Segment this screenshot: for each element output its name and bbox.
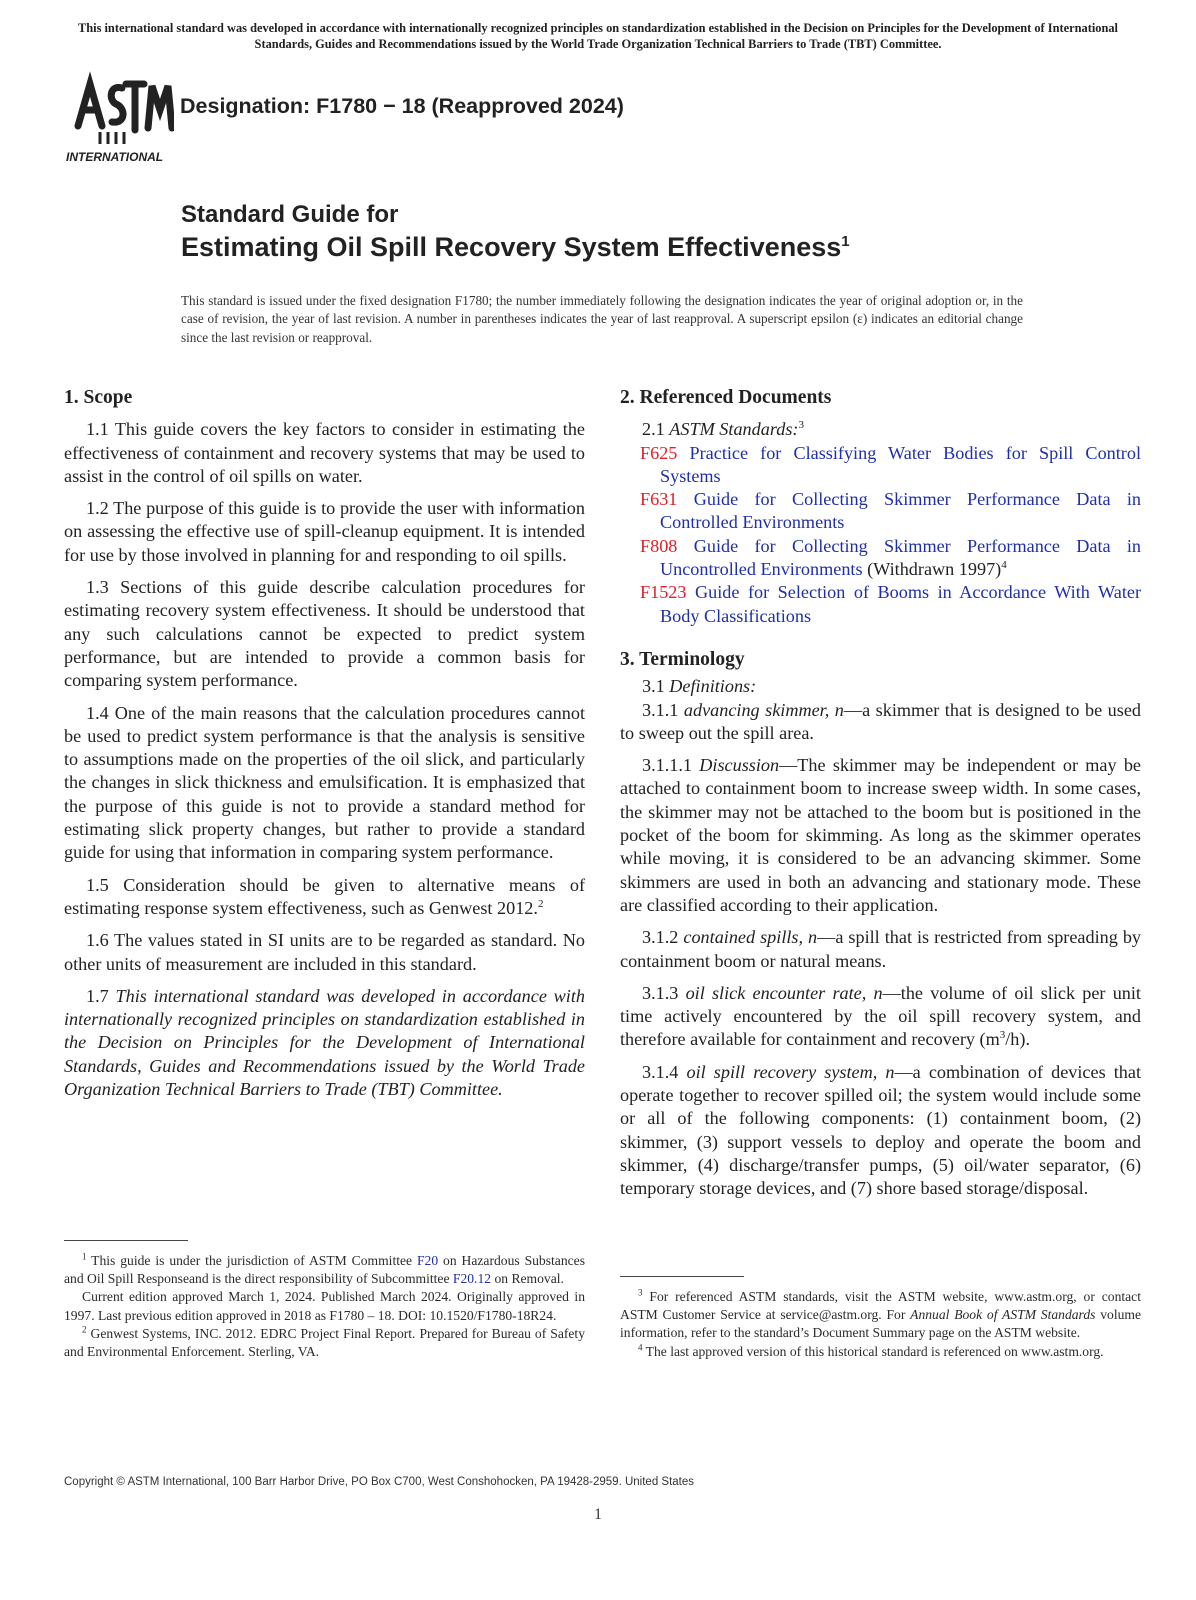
para-1-7	[64, 985, 585, 1101]
ref-f631[interactable]	[620, 488, 1141, 535]
title-main: Estimating Oil Spill Recovery System Effectiveness	[181, 232, 842, 262]
footnote-3	[620, 1288, 1141, 1343]
section-3-heading: 3. Terminology	[620, 648, 745, 670]
section-1-heading: 1. Scope	[64, 387, 133, 408]
term-3-1-1-1	[620, 754, 1141, 917]
para-1-5	[64, 874, 585, 921]
footnote-ref-3[interactable]: 3	[798, 419, 804, 432]
ref-f1523[interactable]	[620, 581, 1141, 628]
title-footnote-ref: 1	[841, 233, 850, 250]
term-3-1-3	[620, 982, 1141, 1052]
subsection-2-1	[620, 418, 1141, 441]
term-definition: —The skimmer may be independent or may be attached to containment boom to increase sweep width. In some cases, the skimmer may not be attached to the boom but is positioned in the pocket of the boom for skimming. As long as the skimmer operates while moving, it is considered to be an advancing skimmer. Some skimmers are used in both an advancing and stationary mode. These are classified according to their application.	[620, 755, 1142, 915]
term-definition-end: /h).	[1005, 1029, 1030, 1050]
footnote-1-text-b: on Hazardous Substances and Oil Spill Responseand is the direct responsibility of Subcommittee	[64, 1253, 585, 1287]
term-3-1-4	[620, 1061, 1141, 1201]
term-name: oil spill recovery system, n	[686, 1061, 895, 1082]
ref-withdrawn-note: (Withdrawn 1997)	[862, 559, 1002, 580]
para-1-5-text: 1.5 Consideration should be given to alternative means of estimating response system effectiveness, such as Genwest 2012.	[64, 874, 585, 918]
subcommittee-link[interactable]: F20.12	[452, 1271, 492, 1287]
ref-title[interactable]: Guide for Collecting Skimmer Performance Data in Uncontrolled Environments	[660, 535, 1142, 580]
footnote-2	[64, 1325, 585, 1361]
footnote-1-marker: 1	[82, 1251, 87, 1262]
footnote-1-text-a: This guide is under the jurisdiction of ASTM Committee	[91, 1253, 413, 1268]
title-line-2	[181, 230, 850, 264]
term-num: 3.1.2	[642, 927, 679, 948]
subsection-3-1-num: 3.1	[642, 676, 665, 697]
term-num: 3.1.4	[642, 1061, 679, 1082]
para-1-7-text: This international standard was developed in accordance with internationally recognized principles on standardization established in the Decision on Principles for the Development of International Standards, Guides and Recommendations issued by the World Trade Organization Technical Barriers to Trade (TBT) Committee.	[64, 985, 586, 1100]
term-num: 3.1.3	[642, 982, 679, 1003]
footnote-2-marker: 2	[82, 1324, 87, 1335]
para-1-1: 1.1 This guide covers the key factors to consider in estimating the effectiveness of containment and recovery systems that may be used to assist in the control of oil spills on water.	[64, 419, 585, 486]
term-3-1-1	[620, 699, 1141, 746]
ref-title[interactable]: Practice for Classifying Water Bodies for Spill Control Systems	[660, 442, 1142, 486]
footnote-divider-right	[620, 1276, 744, 1277]
term-name: oil slick encounter rate, n	[685, 982, 883, 1003]
term-name: Discussion	[699, 755, 780, 776]
ref-title[interactable]: Guide for Collecting Skimmer Performance Data in Controlled Environments	[660, 489, 1142, 533]
issued-note: This standard is issued under the fixed designation F1780; the number immediately following the designation indicates the year of original adoption or, in the case of revision, the year of last revision. A number in parentheses indicates the year of last reapproval. A superscript epsilon (ε) indicates an editorial change since the last revision or reapproval.	[181, 293, 1023, 345]
term-definition: —a skimmer that is designed to be used to sweep out the spill area.	[620, 699, 1141, 743]
logo-subtext: INTERNATIONAL	[66, 150, 164, 164]
term-num: 3.1.1.1	[642, 755, 693, 776]
astm-logo	[64, 70, 174, 166]
ref-title[interactable]: Guide for Selection of Booms in Accordance With Water Body Classifications	[660, 582, 1142, 626]
title-line-1: Standard Guide for	[181, 201, 399, 228]
footnote-3-marker: 3	[638, 1287, 643, 1298]
footnote-3-book: Annual Book of ASTM Standards	[910, 1307, 1096, 1323]
footnote-1	[64, 1252, 585, 1288]
footnote-ref-2[interactable]: 2	[537, 897, 544, 910]
subsection-2-1-label: ASTM Standards:	[669, 419, 799, 440]
footnote-4	[620, 1343, 1141, 1361]
term-num: 3.1.1	[642, 699, 679, 720]
term-name: advancing skimmer, n	[683, 699, 844, 720]
term-definition: —a combination of devices that operate together to recover spilled oil; the system would include some or all of the following components: (1) containment boom, (2) skimmer, (3) support vessels to deploy and operate the boom and skimmer, (4) discharge/transfer pumps, (5) oil/water separator, (6) temporary storage devices, and (7) shore based storage/disposal.	[620, 1061, 1142, 1199]
unit-superscript: 3	[999, 1029, 1006, 1042]
footnote-ref-4[interactable]: 4	[1001, 559, 1007, 572]
subsection-3-1-label: Definitions:	[669, 676, 757, 697]
ref-code[interactable]: F625	[640, 442, 678, 463]
page-number: 1	[594, 1506, 602, 1523]
para-1-2: 1.2 The purpose of this guide is to provide the user with information on assessing the effective use of spill-cleanup equipment. It is intended for use by those involved in planning for and responding to oil spills.	[64, 498, 585, 565]
footnotes-left	[64, 1252, 585, 1361]
footnote-1-text-c: on Removal.	[494, 1271, 564, 1287]
para-1-7-num: 1.7	[86, 985, 109, 1006]
footnotes-right	[620, 1288, 1141, 1361]
term-definition: —a spill that is restricted from spreading by containment boom or natural means.	[620, 927, 1142, 971]
committee-link[interactable]: F20	[416, 1253, 439, 1268]
ref-f808[interactable]	[620, 535, 1141, 582]
term-name: contained spills, n	[683, 927, 818, 948]
footnote-divider-left	[64, 1240, 188, 1241]
header-notice: This international standard was developed in accordance with internationally recognized principles on standardization established in the Decision on Principles for the Development of International Standards, Guides and Recommendations issued by the World Trade Organization Technical Barriers to Trade (TBT) Committee.	[77, 21, 1119, 51]
designation: Designation: F1780 − 18 (Reapproved 2024)	[180, 94, 624, 118]
footnote-3-text-a: For referenced ASTM standards, visit the ASTM website, www.astm.org, or contact ASTM Customer Service at service@astm.org. For	[620, 1289, 1141, 1323]
subsection-2-1-num: 2.1	[642, 419, 665, 440]
ref-code[interactable]: F1523	[640, 582, 687, 603]
footnote-edition: Current edition approved March 1, 2024. Published March 2024. Originally approved in 1997. Last previous edition approved in 2018 as F1780 – 18. DOI: 10.1520/F1780-18R24.	[64, 1289, 585, 1323]
footnote-2-text: Genwest Systems, INC. 2012. EDRC Project Final Report. Prepared for Bureau of Safety and Environmental Enforcement. Sterling, VA.	[64, 1325, 585, 1360]
para-1-3: 1.3 Sections of this guide describe calculation procedures for estimating recovery system effectiveness. It should be understood that any such calculations cannot be expected to predict system performance, but are intended to provide a common basis for comparing system performance.	[64, 577, 585, 691]
right-column	[620, 386, 1141, 1210]
para-1-4: 1.4 One of the main reasons that the calculation procedures cannot be used to predict system performance is that the analysis is sensitive to assumptions made on the properties of the oil slick, and particularly the changes in slick thickness and emulsification. It is emphasized that the purpose of this guide is not to provide a standard method for estimating slick property changes, but rather to provide a standard guide for using that information in comparing system performance.	[64, 702, 585, 863]
footnote-4-text: The last approved version of this historical standard is referenced on www.astm.org.	[645, 1343, 1104, 1359]
astm-logo-icon	[64, 70, 174, 166]
para-1-6: 1.6 The values stated in SI units are to be regarded as standard. No other units of measurement are included in this standard.	[64, 930, 585, 974]
section-2-heading: 2. Referenced Documents	[620, 387, 832, 408]
copyright-line: Copyright © ASTM International, 100 Barr Harbor Drive, PO Box C700, West Conshohocken, PA 19428-2959. United States	[64, 1476, 695, 1488]
subsection-3-1	[620, 675, 1141, 698]
term-3-1-2	[620, 926, 1141, 973]
term-definition: —the volume of oil slick per unit time actively encountered by the oil spill recovery system, and therefore available for containment and recovery (m	[620, 982, 1141, 1050]
ref-code[interactable]: F631	[640, 489, 678, 510]
left-column	[64, 386, 585, 1110]
footnote-3-text-b: volume information, refer to the standard’s Document Summary page on the ASTM website.	[620, 1307, 1142, 1341]
document-title	[181, 200, 850, 264]
ref-f625[interactable]	[620, 442, 1141, 489]
ref-code[interactable]: F808	[640, 535, 678, 556]
footnote-4-marker: 4	[638, 1342, 643, 1353]
